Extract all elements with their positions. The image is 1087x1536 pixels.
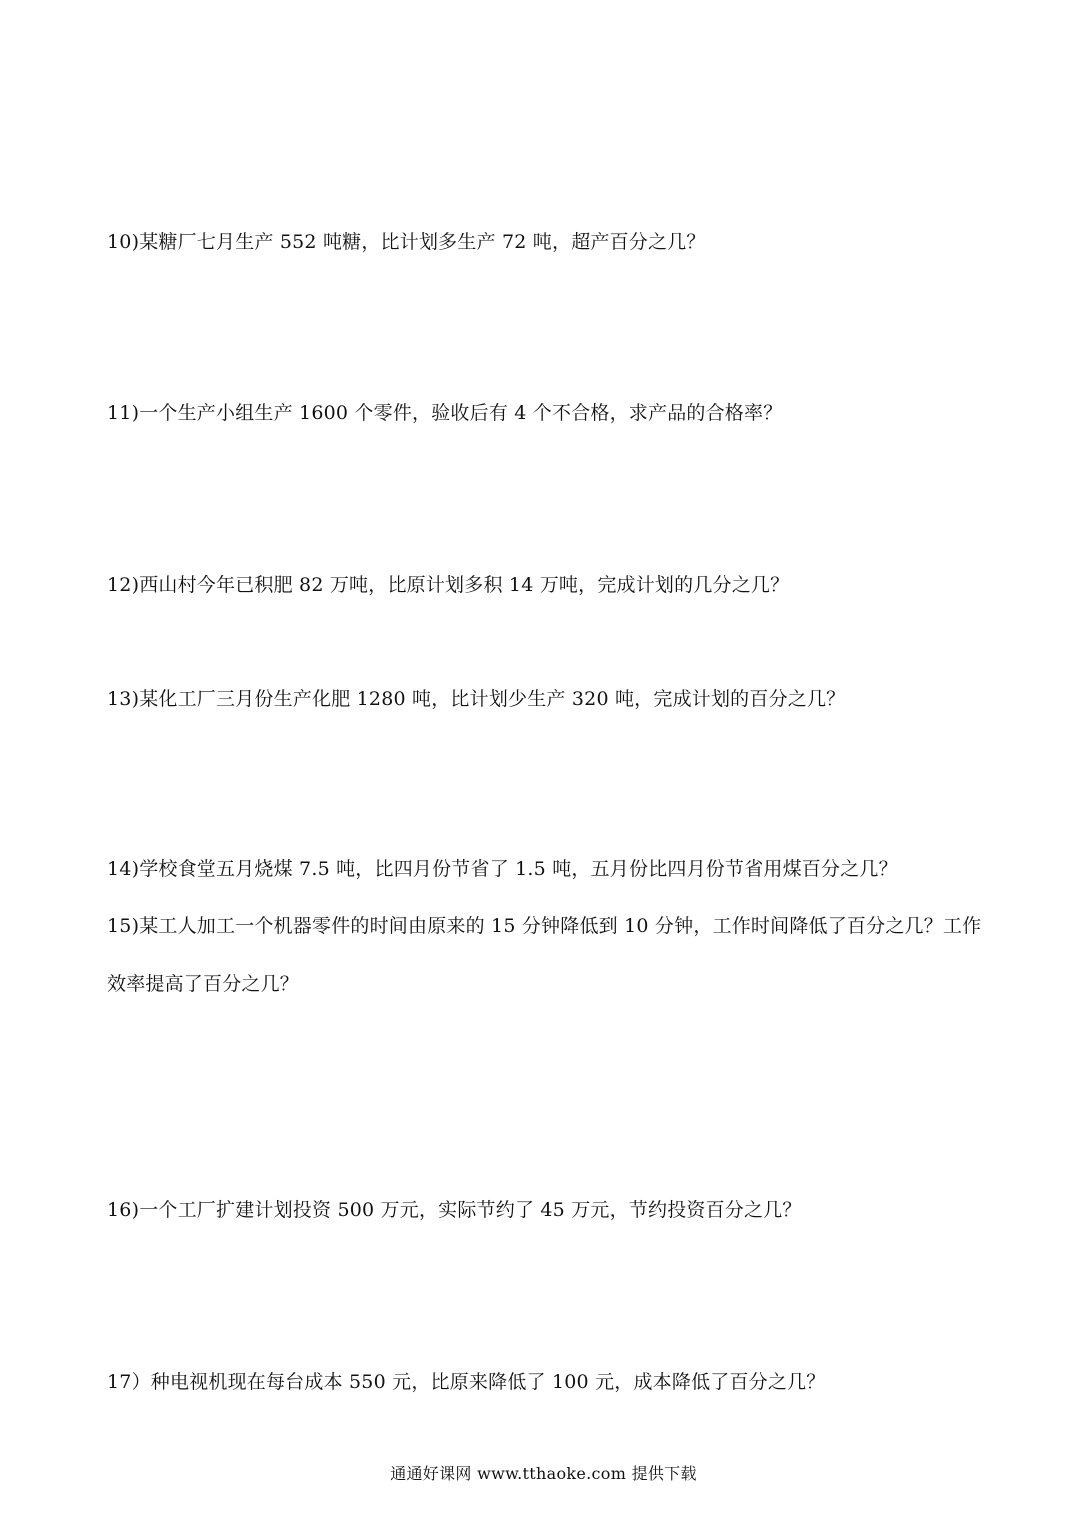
problem-number: 11) (107, 402, 140, 424)
problem-text: 西山村今年已积肥 82 万吨，比原计划多积 14 万吨，完成计划的几分之几？ (139, 574, 790, 596)
problem-16 (107, 1181, 987, 1239)
problem-number: 14) (107, 858, 140, 880)
problem-12 (107, 556, 987, 614)
problem-number: 13) (107, 688, 140, 710)
problem-text: 种电视机现在每台成本 550 元，比原来降低了 100 元，成本降低了百分之几？ (150, 1371, 826, 1393)
problem-text: 一个生产小组生产 1600 个零件，验收后有 4 个不合格，求产品的合格率？ (139, 402, 783, 424)
problem-10 (107, 213, 987, 271)
problem-number: 16) (107, 1199, 140, 1221)
problem-number: 15) (107, 915, 140, 937)
problem-number: 12) (107, 574, 140, 596)
problem-text: 一个工厂扩建计划投资 500 万元，实际节约了 45 万元，节约投资百分之几？ (139, 1199, 802, 1221)
problem-17 (107, 1353, 987, 1411)
problem-14 (107, 840, 987, 898)
page-footer: 通通好课网 www.tthaoke.com 提供下载 (390, 1464, 697, 1483)
problem-15 (107, 897, 987, 1013)
problem-text: 某糖厂七月生产 552 吨糖，比计划多生产 72 吨，超产百分之几？ (139, 231, 706, 253)
problem-13 (107, 670, 987, 728)
problem-number: 10) (107, 231, 140, 253)
problem-text: 某工人加工一个机器零件的时间由原来的 15 分钟降低到 10 分钟，工作时间降低了百分之几？工作效率提高了百分之几？ (107, 915, 982, 995)
problem-text: 学校食堂五月烧煤 7.5 吨，比四月份节省了 1.5 吨，五月份比四月份节省用煤百分之几？ (139, 858, 898, 880)
problem-text: 某化工厂三月份生产化肥 1280 吨，比计划少生产 320 吨，完成计划的百分之几？ (139, 688, 846, 710)
problem-number: 17） (107, 1371, 151, 1393)
problem-11 (107, 384, 987, 442)
